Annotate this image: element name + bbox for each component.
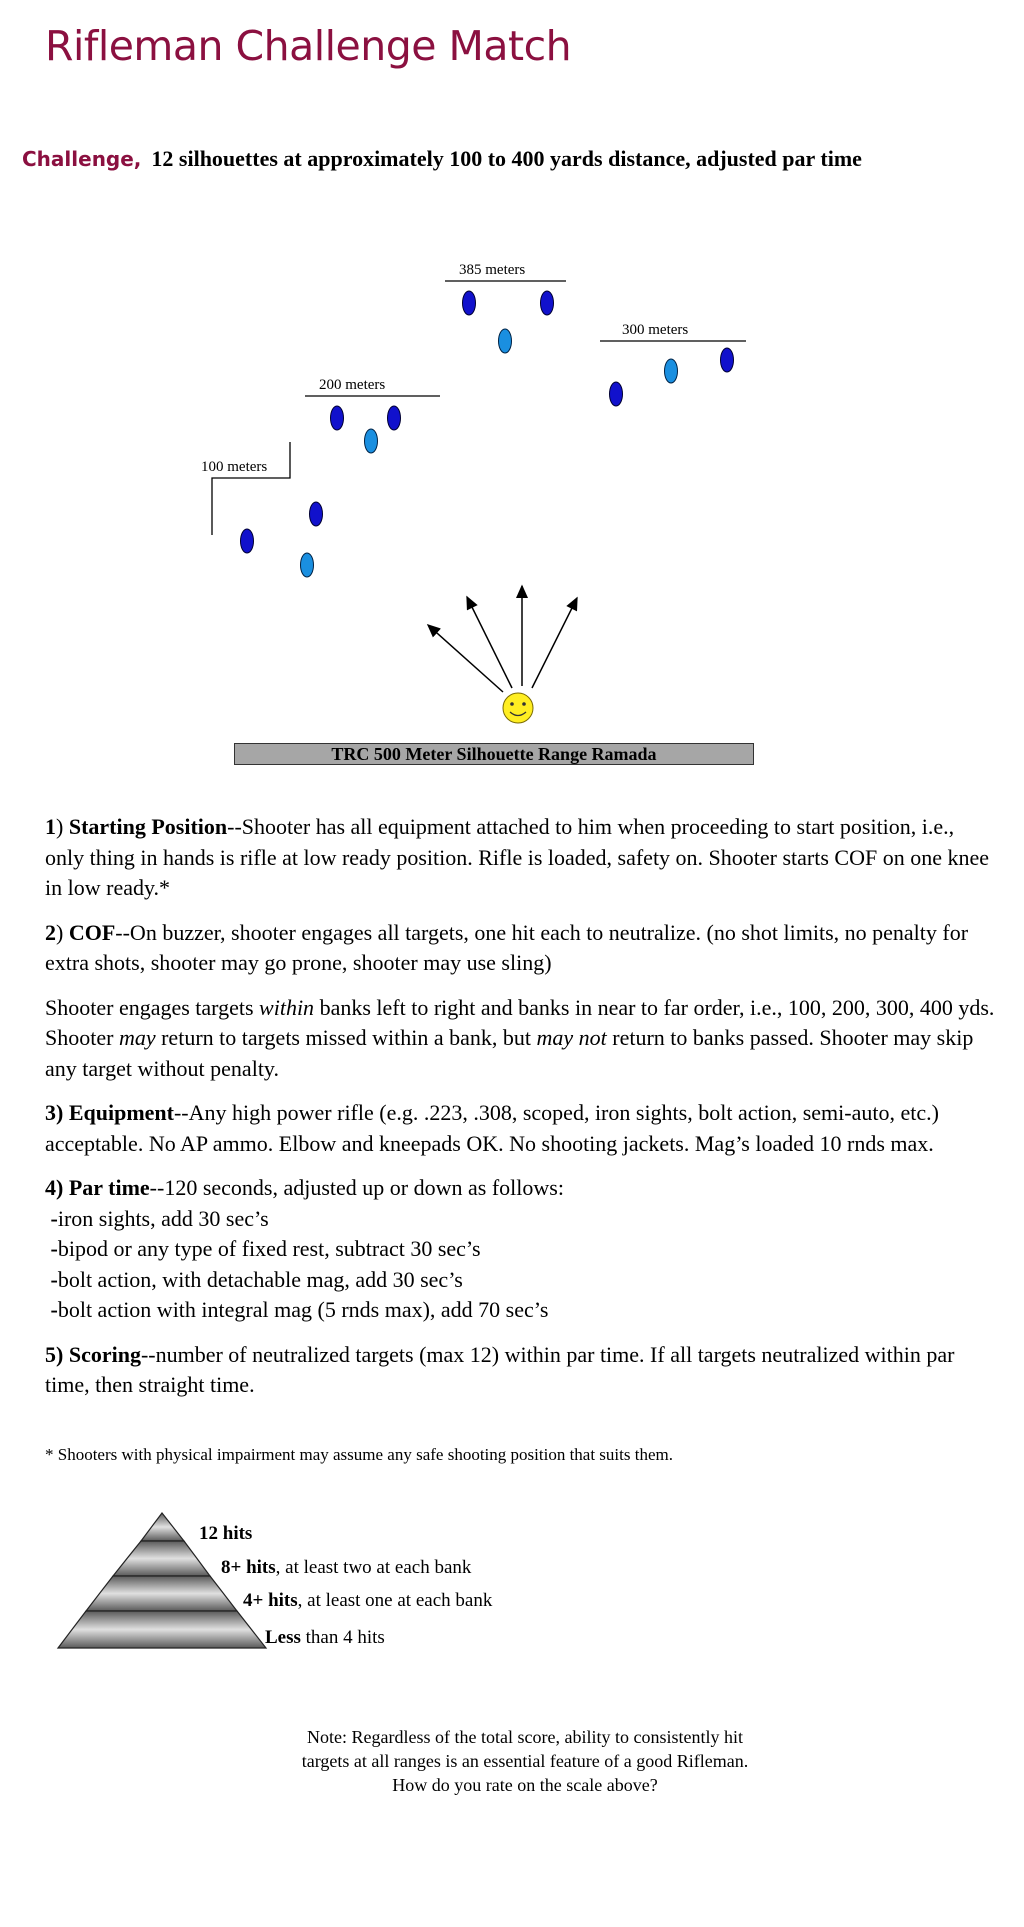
rule-heading: Par time <box>68 1175 150 1200</box>
emphasis: may not <box>536 1025 607 1050</box>
rule-number: 3) <box>45 1100 64 1125</box>
pyramid-tier-3 <box>86 1576 237 1611</box>
arrow-300 <box>532 598 577 688</box>
rule-5 <box>45 1340 995 1401</box>
hit-desc: , at least two at each bank <box>275 1557 472 1578</box>
hit-desc: than 4 hits <box>300 1627 385 1648</box>
target-300-3 <box>721 348 734 372</box>
rule-paren: ) <box>56 814 64 839</box>
rules-section <box>45 812 995 1415</box>
target-200-1 <box>331 406 344 430</box>
rule-paren: ) <box>56 919 64 945</box>
bank-100-bracket <box>212 442 290 535</box>
challenge-label: Challenge, <box>22 147 142 171</box>
target-100-1 <box>241 529 254 553</box>
rule-text: --Shooter has all equipment attached to him when proceeding to start position, i.e., only thing in hands is rifle at low ready position. Rifle is loaded, safety on. Shooter starts COF on one knee in low ready.* <box>45 814 990 900</box>
target-200-3 <box>388 406 401 430</box>
pyramid-tier-2 <box>113 1541 210 1576</box>
rule-1 <box>45 812 995 904</box>
text-segment: banks left to right and banks in near to far order, i.e., 100, 200, 300, 400 yds. Shooter <box>45 994 995 1050</box>
distance-label-385: 385 meters <box>459 262 526 278</box>
pyramid-tier-4 <box>58 1611 266 1648</box>
score-pyramid <box>0 1500 300 1670</box>
rule-3 <box>45 1098 995 1159</box>
target-385-1 <box>463 291 476 315</box>
rule-heading: Scoring <box>68 1341 141 1367</box>
hit-count: Less <box>265 1627 301 1648</box>
par-time-item: bolt action, with detachable mag, add 30 sec’s <box>57 1266 463 1292</box>
rule-number: 4) <box>45 1175 64 1200</box>
target-300-2 <box>665 359 678 383</box>
text-segment: Shooter engages targets <box>45 994 260 1020</box>
rule-heading: Equipment <box>68 1100 174 1125</box>
distance-label-100: 100 meters <box>201 459 268 475</box>
pyramid-label-2 <box>221 1557 471 1579</box>
emphasis: within <box>259 994 315 1020</box>
hit-desc: , at least one at each bank <box>297 1590 493 1611</box>
range-ramada: TRC 500 Meter Silhouette Range Ramada <box>234 743 754 765</box>
pyramid-tier-1 <box>141 1513 184 1541</box>
text-segment: return to targets missed within a bank, but <box>155 1025 537 1050</box>
emphasis: may <box>118 1025 156 1050</box>
hit-count: 12 hits <box>199 1523 253 1544</box>
shooter-smiley-icon <box>503 693 533 723</box>
par-time-item: iron sights, add 30 sec’s <box>57 1205 269 1231</box>
distance-label-200: 200 meters <box>319 377 386 393</box>
par-time-item: bipod or any type of fixed rest, subtract 30 sec’s <box>57 1236 481 1261</box>
rule-2-detail <box>45 993 995 1085</box>
target-200-2 <box>365 429 378 453</box>
target-300-1 <box>610 382 623 406</box>
target-385-2 <box>499 329 512 353</box>
par-time-item: bolt action with integral mag (5 rnds max), add 70 sec’s <box>57 1297 549 1322</box>
rule-text: --number of neutralized targets (max 12) within par time. If all targets neutralized within par time, then straight time. <box>45 1341 955 1397</box>
text-segment: return to banks passed. Shooter may skip any target without penalty. <box>45 1025 974 1081</box>
pyramid-label-3 <box>243 1590 492 1612</box>
rule-heading: Starting Position <box>68 814 228 839</box>
closing-note: Note: Regardless of the total score, ability to consistently hit targets at all ranges is an essential feature of a good Rifleman. How do you rate on the scale above? <box>301 1727 749 1795</box>
rule-2 <box>45 918 995 979</box>
distance-label-300: 300 meters <box>622 322 689 338</box>
hit-count: 4+ hits <box>243 1590 298 1611</box>
hit-count: 8+ hits <box>221 1557 276 1578</box>
rule-heading: COF <box>68 919 116 945</box>
page-title: Rifleman Challenge Match <box>45 22 572 70</box>
rule-number: 5) <box>45 1341 64 1367</box>
target-385-3 <box>541 291 554 315</box>
pyramid-label-1 <box>199 1523 252 1545</box>
target-100-3 <box>301 553 314 577</box>
arrow-200 <box>467 597 512 688</box>
footnote: * Shooters with physical impairment may assume any safe shooting position that suits them. <box>45 1445 673 1464</box>
arrow-100 <box>428 625 503 692</box>
rule-text: --Any high power rifle (e.g. .223, .308, scoped, iron sights, bolt action, semi-auto, etc.) acceptable. No AP ammo. Elbow and kneepads OK. No shooting jackets. Mag’s loaded 10 rnds max. <box>45 1100 939 1156</box>
rule-4: 4) Par time--120 seconds, adjusted up or down as follows: -iron sights, add 30 sec’s -bipod or any type of fixed rest, subtract 30 sec’s -bolt action, with detachable mag, add 30 sec’s -bolt action with integral mag (5 rnds max), add 70 sec’s <box>45 1175 564 1322</box>
rule-text: --120 seconds, adjusted up or down as follows: <box>149 1175 564 1200</box>
rule-text: --On buzzer, shooter engages all targets, one hit each to neutralize. (no shot limits, no penalty for extra shots, shooter may go prone, shooter may use sling) <box>45 919 969 975</box>
range-diagram <box>0 0 1024 800</box>
challenge-text: 12 silhouettes at approximately 100 to 400 yards distance, adjusted par time <box>151 146 862 171</box>
pyramid-label-4 <box>265 1627 385 1649</box>
target-100-2 <box>310 502 323 526</box>
rule-number: 2 <box>45 919 56 945</box>
rule-number: 1 <box>45 814 56 839</box>
